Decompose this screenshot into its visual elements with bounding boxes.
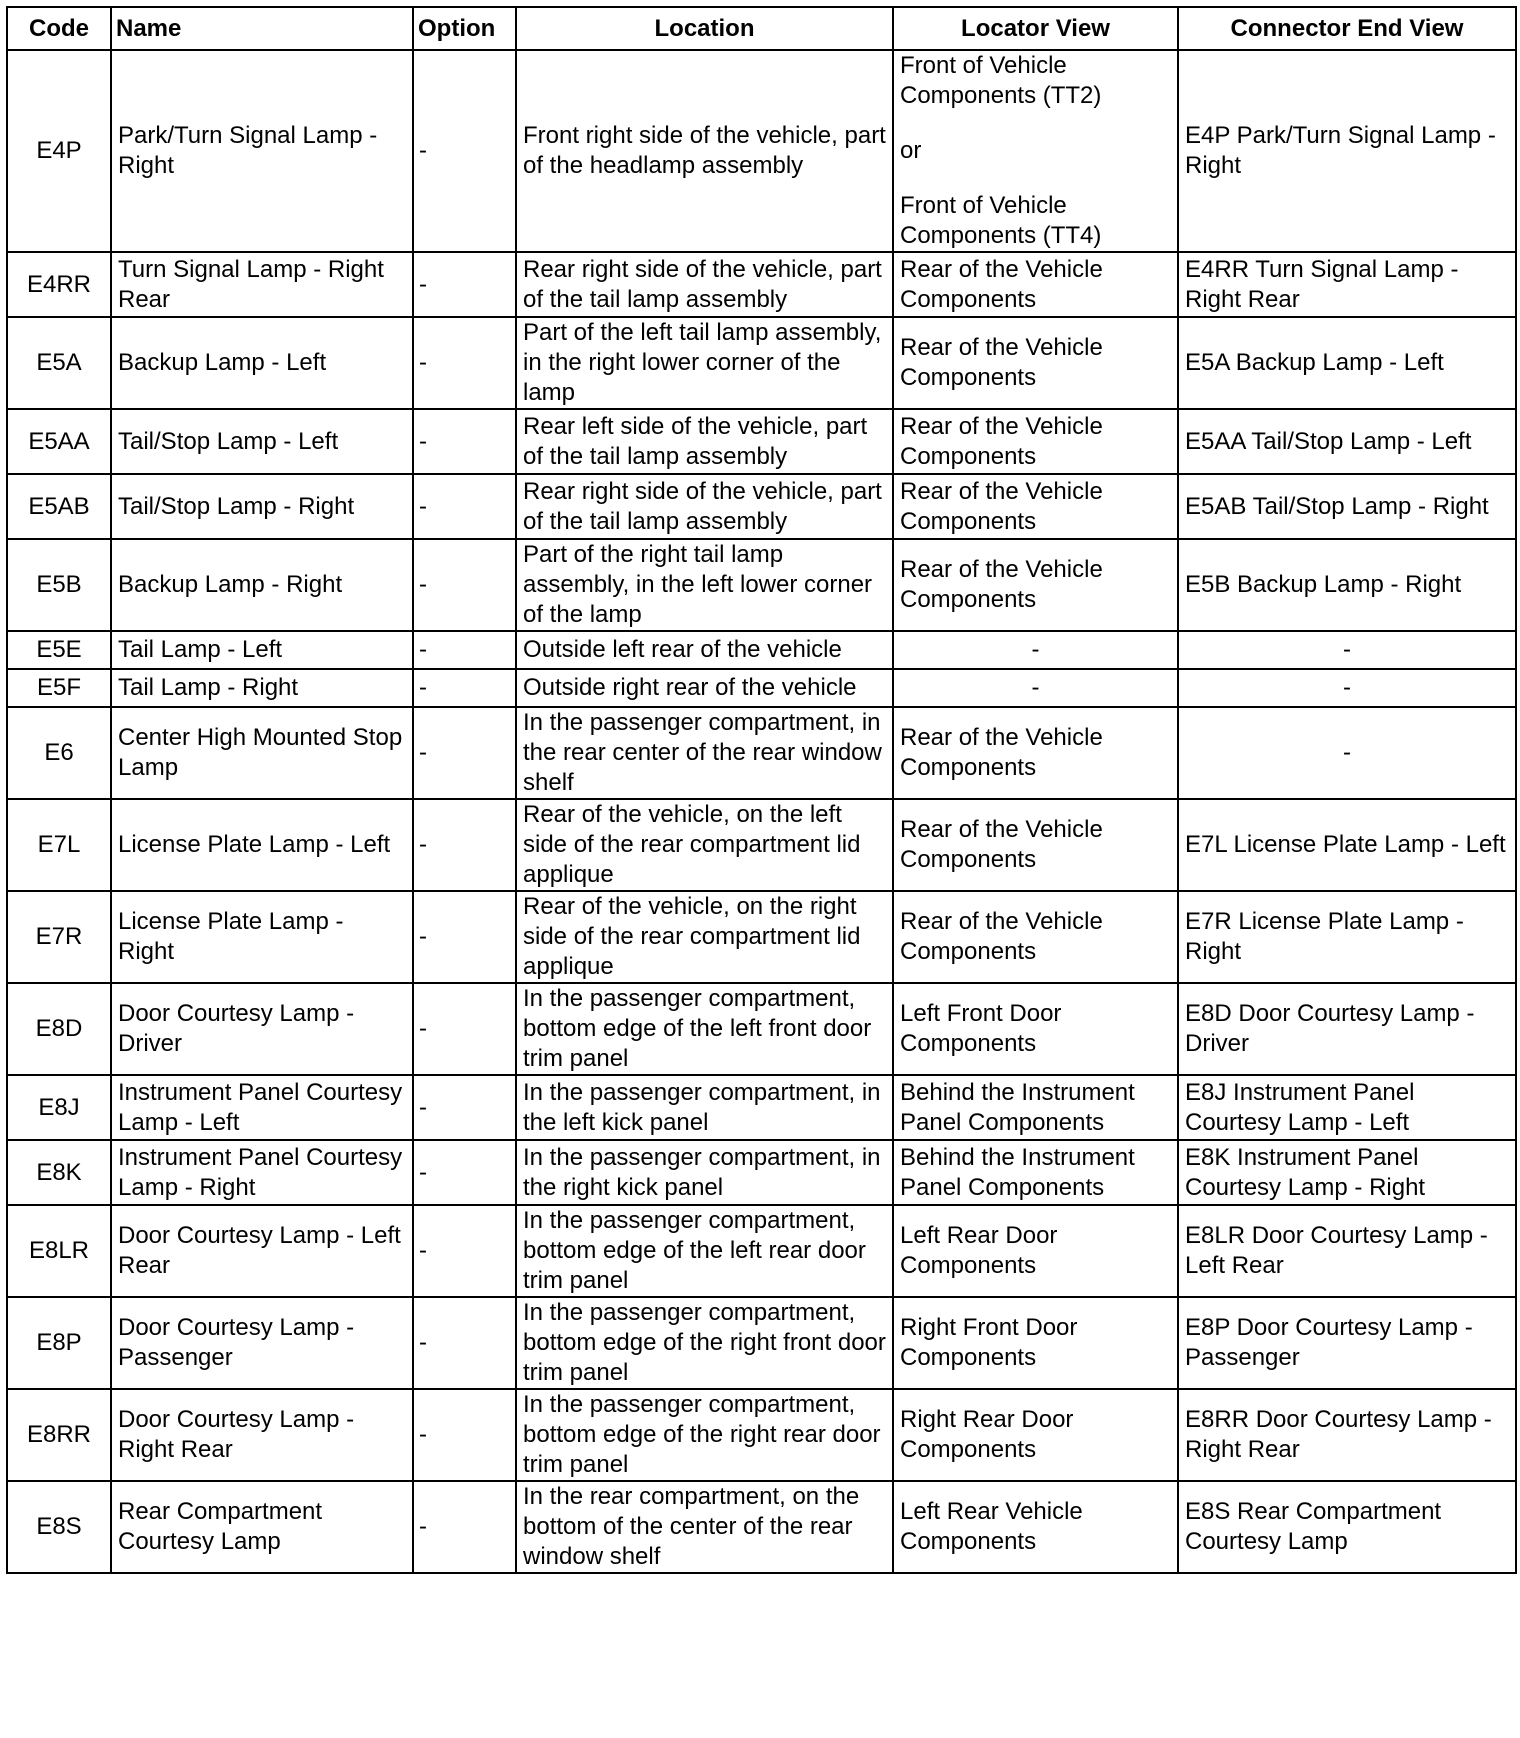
cell-name: Turn Signal Lamp - Right Rear	[111, 252, 413, 317]
cell-code: E4P	[7, 50, 111, 252]
cell-code: E7R	[7, 891, 111, 983]
cell-locator-view: Rear of the Vehicle Components	[893, 539, 1178, 631]
cell-connector-end-view: -	[1178, 669, 1516, 707]
cell-locator-view: Rear of the Vehicle Components	[893, 799, 1178, 891]
table-row	[7, 1075, 1516, 1140]
table-row	[7, 50, 1516, 252]
table-row	[7, 474, 1516, 539]
cell-code: E5A	[7, 317, 111, 409]
cell-locator-view: Behind the Instrument Panel Components	[893, 1140, 1178, 1205]
cell-code: E7L	[7, 799, 111, 891]
cell-code: E5AA	[7, 409, 111, 474]
cell-connector-end-view: E7R License Plate Lamp - Right	[1178, 891, 1516, 983]
cell-name: Backup Lamp - Right	[111, 539, 413, 631]
cell-location: Outside right rear of the vehicle	[516, 669, 893, 707]
cell-name: Backup Lamp - Left	[111, 317, 413, 409]
paragraph-gap	[900, 166, 1171, 191]
cell-name: Door Courtesy Lamp - Passenger	[111, 1297, 413, 1389]
cell-location: Rear left side of the vehicle, part of the tail lamp assembly	[516, 409, 893, 474]
cell-connector-end-view: E8P Door Courtesy Lamp - Passenger	[1178, 1297, 1516, 1389]
header-option: Option	[413, 7, 516, 50]
cell-code: E8RR	[7, 1389, 111, 1481]
cell-option: -	[413, 539, 516, 631]
cell-code: E8P	[7, 1297, 111, 1389]
cell-option: -	[413, 631, 516, 669]
cell-connector-end-view: E7L License Plate Lamp - Left	[1178, 799, 1516, 891]
cell-option: -	[413, 1389, 516, 1481]
cell-option: -	[413, 474, 516, 539]
cell-name: Rear Compartment Courtesy Lamp	[111, 1481, 413, 1573]
cell-locator-view: Rear of the Vehicle Components	[893, 474, 1178, 539]
cell-option: -	[413, 1297, 516, 1389]
cell-connector-end-view: -	[1178, 707, 1516, 799]
cell-location: Rear right side of the vehicle, part of the tail lamp assembly	[516, 474, 893, 539]
cell-code: E4RR	[7, 252, 111, 317]
cell-name: Tail Lamp - Left	[111, 631, 413, 669]
cell-option: -	[413, 799, 516, 891]
cell-locator-view: Rear of the Vehicle Components	[893, 891, 1178, 983]
cell-code: E8K	[7, 1140, 111, 1205]
cell-connector-end-view: E8K Instrument Panel Courtesy Lamp - Right	[1178, 1140, 1516, 1205]
table-row	[7, 1389, 1516, 1481]
cell-name: Tail/Stop Lamp - Right	[111, 474, 413, 539]
cell-name: License Plate Lamp - Right	[111, 891, 413, 983]
header-code: Code	[7, 7, 111, 50]
cell-option: -	[413, 317, 516, 409]
table-row	[7, 1297, 1516, 1389]
table-row	[7, 1140, 1516, 1205]
cell-option: -	[413, 1140, 516, 1205]
table-row	[7, 539, 1516, 631]
cell-name: License Plate Lamp - Left	[111, 799, 413, 891]
cell-name: Door Courtesy Lamp - Driver	[111, 983, 413, 1075]
cell-location: Part of the right tail lamp assembly, in the left lower corner of the lamp	[516, 539, 893, 631]
cell-locator-view: Rear of the Vehicle Components	[893, 317, 1178, 409]
cell-location: Rear of the vehicle, on the left side of the rear compartment lid applique	[516, 799, 893, 891]
cell-code: E5B	[7, 539, 111, 631]
locator-view-line: Front of Vehicle Components (TT4)	[900, 192, 1102, 249]
cell-location: In the passenger compartment, in the left kick panel	[516, 1075, 893, 1140]
cell-location: In the passenger compartment, in the rear center of the rear window shelf	[516, 707, 893, 799]
cell-connector-end-view: E5AB Tail/Stop Lamp - Right	[1178, 474, 1516, 539]
component-locator-table	[6, 6, 1517, 1574]
cell-connector-end-view: E8S Rear Compartment Courtesy Lamp	[1178, 1481, 1516, 1573]
cell-location: In the passenger compartment, bottom edge of the right rear door trim panel	[516, 1389, 893, 1481]
component-table-container	[6, 6, 1517, 1574]
cell-locator-view: -	[893, 669, 1178, 707]
cell-locator-view: -	[893, 631, 1178, 669]
cell-option: -	[413, 707, 516, 799]
cell-name: Park/Turn Signal Lamp - Right	[111, 50, 413, 252]
cell-locator-view: Left Rear Vehicle Components	[893, 1481, 1178, 1573]
header-locator-view: Locator View	[893, 7, 1178, 50]
cell-name: Center High Mounted Stop Lamp	[111, 707, 413, 799]
cell-location: Outside left rear of the vehicle	[516, 631, 893, 669]
cell-code: E6	[7, 707, 111, 799]
cell-location: In the passenger compartment, bottom edge of the left front door trim panel	[516, 983, 893, 1075]
cell-name: Door Courtesy Lamp - Left Rear	[111, 1205, 413, 1297]
table-row	[7, 799, 1516, 891]
cell-code: E8D	[7, 983, 111, 1075]
cell-name: Tail Lamp - Right	[111, 669, 413, 707]
cell-name: Instrument Panel Courtesy Lamp - Left	[111, 1075, 413, 1140]
cell-code: E8S	[7, 1481, 111, 1573]
table-row	[7, 891, 1516, 983]
cell-location: In the passenger compartment, bottom edge of the left rear door trim panel	[516, 1205, 893, 1297]
cell-connector-end-view: -	[1178, 631, 1516, 669]
table-row	[7, 983, 1516, 1075]
table-row	[7, 1205, 1516, 1297]
locator-view-line: Front of Vehicle Components (TT2)	[900, 52, 1102, 109]
cell-locator-view: Left Rear Door Components	[893, 1205, 1178, 1297]
cell-name: Door Courtesy Lamp - Right Rear	[111, 1389, 413, 1481]
table-row	[7, 707, 1516, 799]
cell-code: E5AB	[7, 474, 111, 539]
cell-locator-view: Left Front Door Components	[893, 983, 1178, 1075]
cell-code: E5E	[7, 631, 111, 669]
cell-code: E8LR	[7, 1205, 111, 1297]
cell-option: -	[413, 252, 516, 317]
cell-option: -	[413, 669, 516, 707]
cell-connector-end-view: E8J Instrument Panel Courtesy Lamp - Left	[1178, 1075, 1516, 1140]
cell-connector-end-view: E5AA Tail/Stop Lamp - Left	[1178, 409, 1516, 474]
table-row	[7, 1481, 1516, 1573]
table-row	[7, 317, 1516, 409]
cell-connector-end-view: E8D Door Courtesy Lamp - Driver	[1178, 983, 1516, 1075]
header-location: Location	[516, 7, 893, 50]
cell-connector-end-view: E8RR Door Courtesy Lamp - Right Rear	[1178, 1389, 1516, 1481]
cell-locator-view: Rear of the Vehicle Components	[893, 409, 1178, 474]
cell-connector-end-view: E5A Backup Lamp - Left	[1178, 317, 1516, 409]
cell-option: -	[413, 983, 516, 1075]
header-connector-end-view: Connector End View	[1178, 7, 1516, 50]
cell-code: E5F	[7, 669, 111, 707]
table-row	[7, 669, 1516, 707]
cell-connector-end-view: E4P Park/Turn Signal Lamp - Right	[1178, 50, 1516, 252]
paragraph-gap	[900, 111, 1171, 136]
cell-connector-end-view: E5B Backup Lamp - Right	[1178, 539, 1516, 631]
cell-locator-view	[893, 50, 1178, 252]
cell-connector-end-view: E4RR Turn Signal Lamp - Right Rear	[1178, 252, 1516, 317]
cell-option: -	[413, 1205, 516, 1297]
table-body	[7, 50, 1516, 1573]
cell-option: -	[413, 409, 516, 474]
table-row	[7, 631, 1516, 669]
table-header-row	[7, 7, 1516, 50]
cell-locator-view: Rear of the Vehicle Components	[893, 252, 1178, 317]
table-row	[7, 409, 1516, 474]
cell-locator-view: Behind the Instrument Panel Components	[893, 1075, 1178, 1140]
cell-name: Tail/Stop Lamp - Left	[111, 409, 413, 474]
cell-option: -	[413, 50, 516, 252]
cell-location: In the passenger compartment, bottom edge of the right front door trim panel	[516, 1297, 893, 1389]
cell-option: -	[413, 891, 516, 983]
cell-locator-view: Rear of the Vehicle Components	[893, 707, 1178, 799]
table-row	[7, 252, 1516, 317]
cell-locator-view: Right Front Door Components	[893, 1297, 1178, 1389]
cell-location: Rear of the vehicle, on the right side of the rear compartment lid applique	[516, 891, 893, 983]
locator-view-line: or	[900, 137, 922, 164]
cell-option: -	[413, 1481, 516, 1573]
cell-location: In the passenger compartment, in the right kick panel	[516, 1140, 893, 1205]
header-name: Name	[111, 7, 413, 50]
cell-option: -	[413, 1075, 516, 1140]
cell-locator-view: Right Rear Door Components	[893, 1389, 1178, 1481]
cell-location: Part of the left tail lamp assembly, in the right lower corner of the lamp	[516, 317, 893, 409]
cell-connector-end-view: E8LR Door Courtesy Lamp - Left Rear	[1178, 1205, 1516, 1297]
cell-location: Rear right side of the vehicle, part of the tail lamp assembly	[516, 252, 893, 317]
cell-location: Front right side of the vehicle, part of the headlamp assembly	[516, 50, 893, 252]
cell-location: In the rear compartment, on the bottom of the center of the rear window shelf	[516, 1481, 893, 1573]
cell-code: E8J	[7, 1075, 111, 1140]
cell-name: Instrument Panel Courtesy Lamp - Right	[111, 1140, 413, 1205]
